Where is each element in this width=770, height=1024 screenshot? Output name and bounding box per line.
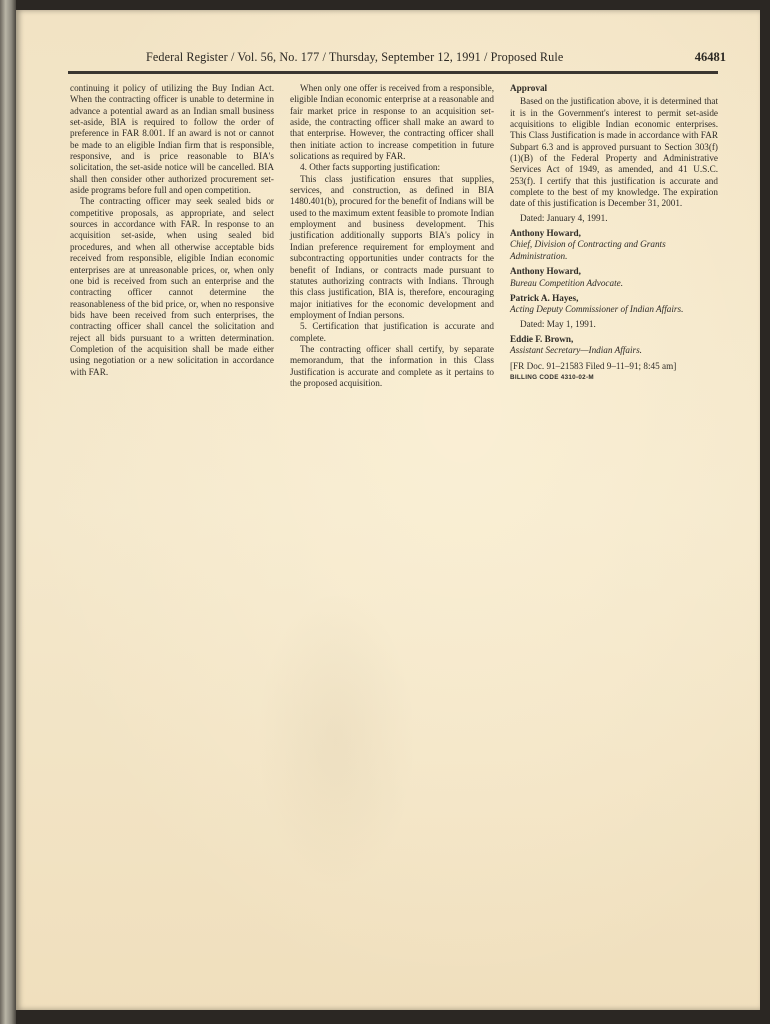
signatory-title: Bureau Competition Advocate.	[510, 277, 624, 288]
page-number: 46481	[694, 50, 726, 64]
signatory-name: Eddie F. Brown,	[510, 333, 574, 344]
running-header	[68, 48, 726, 70]
dated-line: Dated: May 1, 1991.	[520, 318, 596, 329]
signatory-title: Assistant Secretary—Indian Affairs.	[510, 345, 642, 356]
bleed-through-stain	[256, 590, 416, 890]
paragraph: The contracting officer may seek sealed bids or competitive proposals, as appropriate, and select sources in accordance with FAR. In response to an acquisition set-aside, when using sealed bid procedures, and when all otherwise acceptable bids received from responsible, eligible Indian economic enterprises are at unreasonable prices, or, when only one bid is received from such an enterprise and the contracting officer cannot determine the reasonableness of the bid price, or, when no responsive bids have been received from such enterprises, the contracting officer shall cancel the solicitation and reject all bids pursuant to a written determination. Completion of the acquisition shall be made either using negotiation or a new solicitation in accordance with FAR.	[70, 196, 274, 377]
header-rule	[68, 71, 718, 74]
section-heading: Approval	[510, 83, 548, 93]
header-title: Federal Register / Vol. 56, No. 177 / Thursday, September 12, 1991 / Proposed Rule	[146, 50, 564, 64]
paragraph: When only one offer is received from a responsible, eligible Indian economic enterprise at a reasonable and fair market price in response to an acquisition set-aside, the contracting officer shall make an award to that enterprise. However, the contracting officer shall then initiate action to increase competition in future solications as required by FAR.	[290, 83, 494, 162]
paragraph: continuing it policy of utilizing the Buy Indian Act. When the contracting officer is unable to determine in advance a potential award as an Indian small business set-aside, BIA is required to follow the order of preference in FAR 8.001. If an award is not or cannot be made to an eligible Indian firm that is responsible, responsive, and is price reasonable to BIA's solicitation, the set-aside notice will be cancelled. BIA shall then consider other authorized procurement set-aside programs before full and open competition.	[70, 83, 274, 196]
fr-doc-line: [FR Doc. 91–21583 Filed 9–11–91; 8:45 am]	[510, 360, 677, 371]
signatory-name: Anthony Howard,	[510, 228, 581, 239]
paragraph: This class justification ensures that supplies, services, and construction, as defined in BIA 1480.401(b), procured for the benefit of Indians will be used to the maximum extent feasible to promote Indian employment and business development. This justification additionally supports BIA's policy in Indian preference requirement for employment and subcontracting opportunities under contracts for the benefit of Indians, or contracts made pursuant to statutes authorizing contracts with Indians. Through this class justification, BIA is, therefore, encouraging major initiatives for the economic development and employment of Indian persons.	[290, 173, 494, 320]
paragraph: 4. Other facts supporting justification:	[300, 162, 441, 173]
signatory-name: Patrick A. Hayes,	[510, 292, 579, 303]
paragraph: The contracting officer shall certify, by separate memorandum, that the information in this Class Justification is accurate and complete as it pertains to the proposed acquisition.	[290, 343, 494, 388]
paragraph: 5. Certification that justification is accurate and complete.	[290, 321, 494, 343]
column-2	[290, 83, 494, 389]
paragraph: Based on the justification above, it is determined that it is in the Government's interest to permit set-aside acquisitions to eligible Indian economic enterprises. This Class Justification is made in accordance with FAR Subpart 6.3 and is approved pursuant to Section 303(f)(1)(B) of the Federal Property and Administrative Services Act of 1949, as amended, and 41 U.S.C. 253(f). I certify that this justification is accurate and complete to the best of my knowledge. The expiration date of this justification is December 31, 2001.	[510, 96, 718, 209]
dated-line: Dated: January 4, 1991.	[520, 212, 608, 223]
column-3	[510, 83, 718, 383]
signatory-name: Anthony Howard,	[510, 266, 581, 277]
billing-code: BILLING CODE 4310-02-M	[510, 373, 594, 381]
column-1	[70, 83, 274, 378]
signatory-title: Acting Deputy Commissioner of Indian Affairs.	[510, 304, 684, 315]
document-page	[16, 10, 760, 1010]
signatory-title: Chief, Division of Contracting and Grants Administration.	[510, 239, 666, 261]
binding-spine	[0, 0, 16, 1024]
